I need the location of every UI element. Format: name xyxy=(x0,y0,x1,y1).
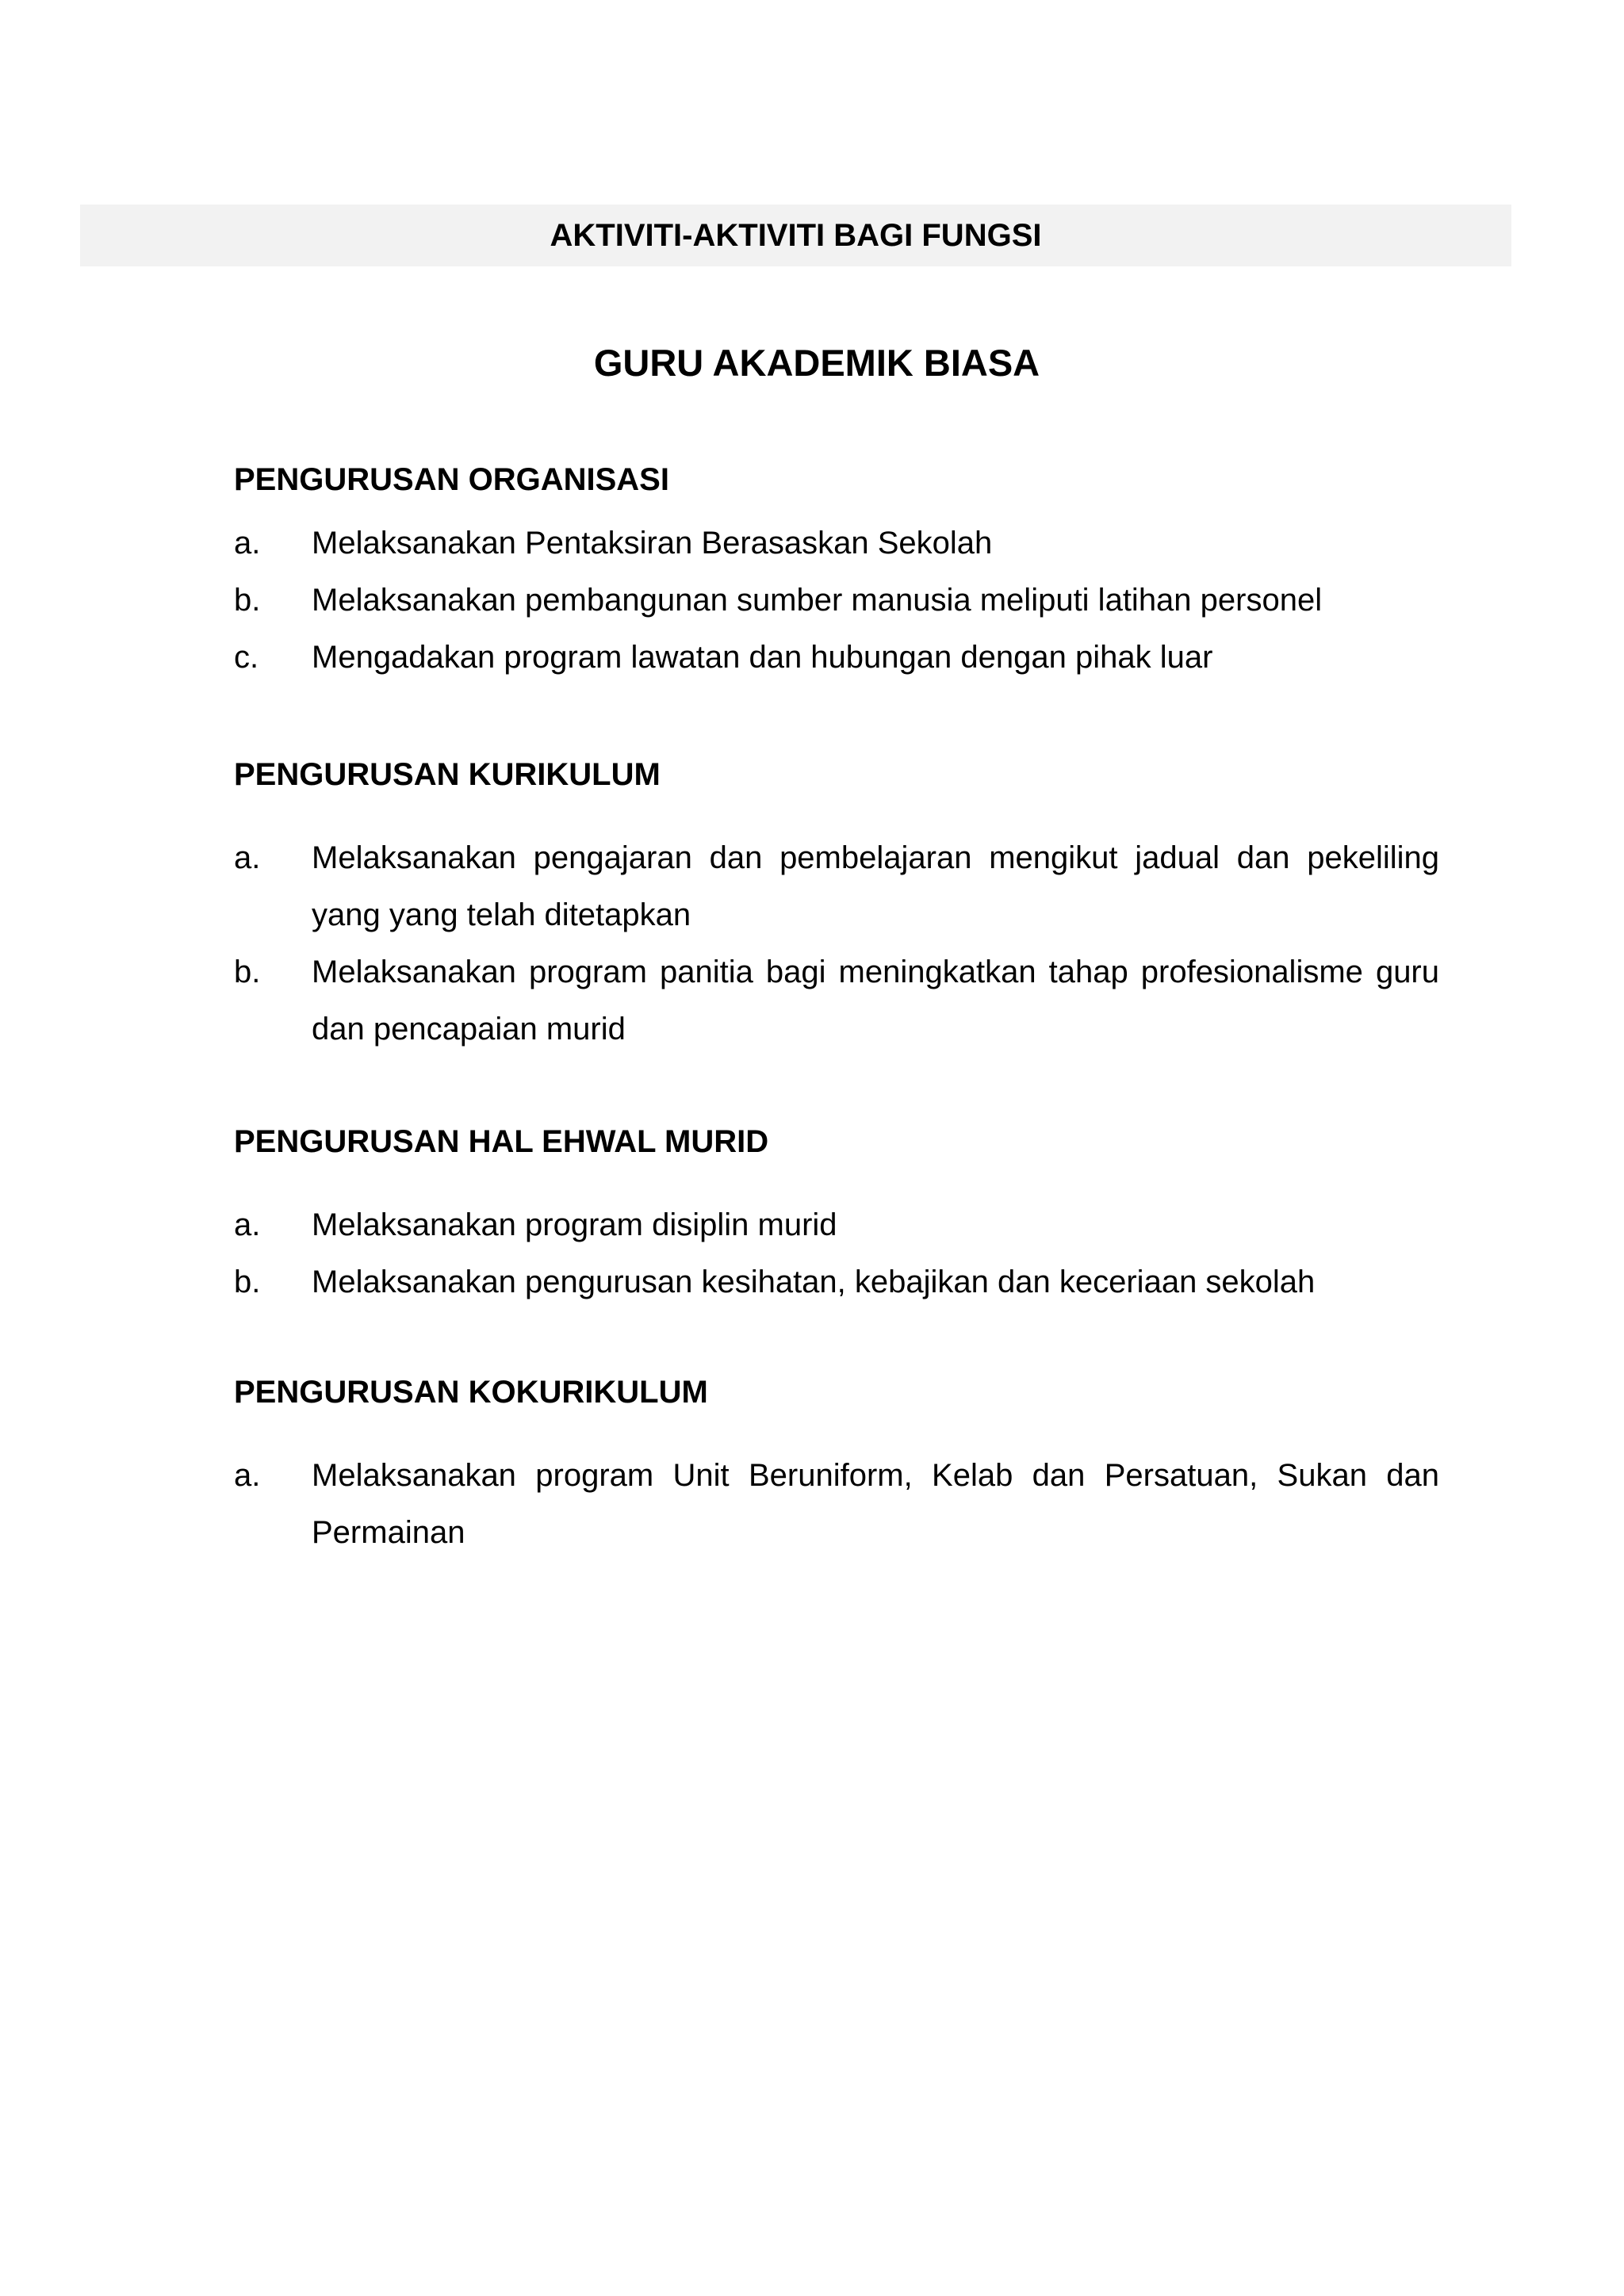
list-item xyxy=(234,1196,1439,1253)
list-item-text: Melaksanakan Pentaksiran Berasaskan Sekolah xyxy=(312,526,993,561)
list-item-text: Melaksanakan pengajaran dan pembelajaran mengikut jadual dan pekeliling yang yang telah ditetapkan xyxy=(312,840,1439,932)
activity-list xyxy=(234,1447,1439,1561)
list-item xyxy=(234,1253,1439,1311)
section-pengurusan-kurikulum xyxy=(234,755,1439,1058)
list-item-marker: c. xyxy=(234,640,259,675)
activity-list xyxy=(234,515,1439,686)
activity-list xyxy=(234,829,1439,1058)
list-item-text: Melaksanakan pembangunan sumber manusia meliputi latihan personel xyxy=(312,583,1323,618)
list-item xyxy=(234,943,1439,1058)
section-pengurusan-organisasi xyxy=(234,460,1439,686)
list-item-marker: a. xyxy=(234,1207,261,1242)
list-item-marker: b. xyxy=(234,583,261,618)
list-item xyxy=(234,829,1439,943)
list-item-text: Melaksanakan program Unit Beruniform, Kelab dan Persatuan, Sukan dan Permainan xyxy=(312,1458,1439,1550)
activity-list xyxy=(234,1196,1439,1311)
section-heading: PENGURUSAN KURIKULUM xyxy=(234,757,661,792)
section-pengurusan-kokurikulum xyxy=(234,1372,1439,1561)
list-item-text: Mengadakan program lawatan dan hubungan dengan pihak luar xyxy=(312,640,1213,675)
list-item xyxy=(234,1447,1439,1561)
list-item-text: Melaksanakan program disiplin murid xyxy=(312,1207,837,1242)
list-item-text: Melaksanakan pengurusan kesihatan, kebajikan dan keceriaan sekolah xyxy=(312,1265,1316,1299)
section-heading: PENGURUSAN KOKURIKULUM xyxy=(234,1375,708,1410)
list-item xyxy=(234,572,1439,629)
section-heading: PENGURUSAN ORGANISASI xyxy=(234,462,669,497)
list-item-marker: b. xyxy=(234,955,261,989)
banner-title: AKTIVITI-AKTIVITI BAGI FUNGSI xyxy=(550,217,1042,253)
section-pengurusan-hal-ehwal-murid xyxy=(234,1122,1439,1311)
section-heading: PENGURUSAN HAL EHWAL MURID xyxy=(234,1124,769,1159)
list-item-marker: a. xyxy=(234,1458,261,1493)
list-item-marker: a. xyxy=(234,526,261,561)
list-item-marker: a. xyxy=(234,840,261,875)
header-banner xyxy=(80,205,1511,266)
page-title: GURU AKADEMIK BIASA xyxy=(593,342,1040,384)
list-item-marker: b. xyxy=(234,1265,261,1299)
list-item-text: Melaksanakan program panitia bagi meningkatkan tahap profesionalisme guru dan pencapaian murid xyxy=(312,955,1439,1047)
list-item xyxy=(234,629,1439,686)
list-item xyxy=(234,515,1439,572)
